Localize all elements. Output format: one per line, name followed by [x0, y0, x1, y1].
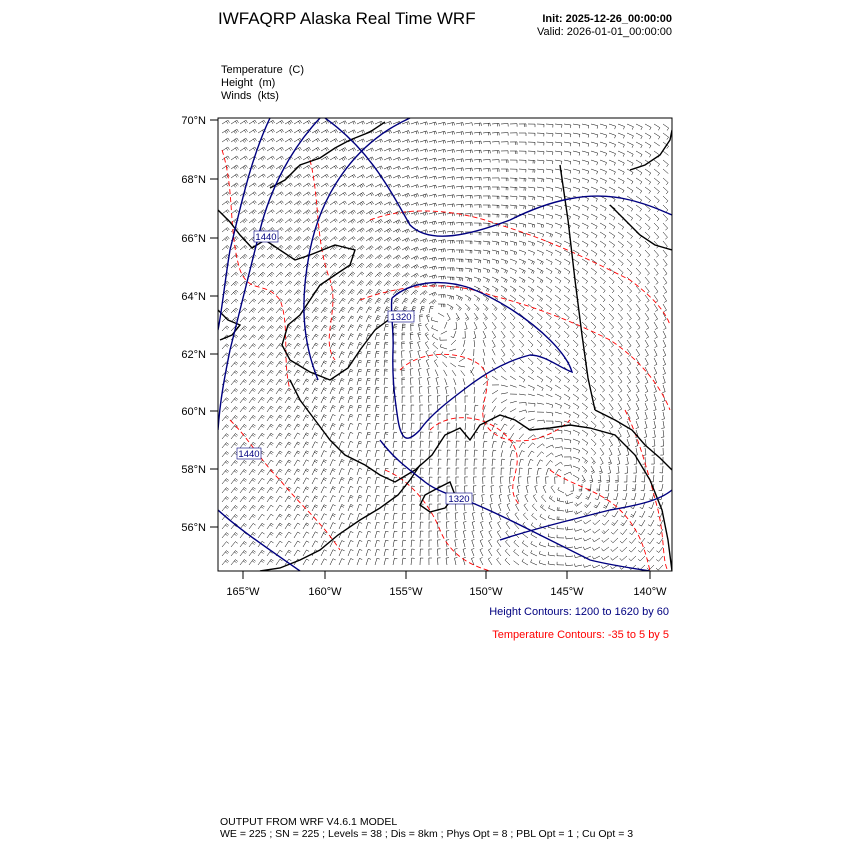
- variable-temperature: Temperature (C): [221, 64, 305, 76]
- variable-height: Height (m): [221, 77, 276, 89]
- plot-title: IWFAQRP Alaska Real Time WRF: [218, 9, 476, 28]
- variable-list: [221, 64, 304, 103]
- weather-map: [170, 110, 690, 595]
- init-valid-block: [537, 13, 672, 39]
- init-time: Init: 2025-12-26_00:00:00: [542, 13, 672, 25]
- valid-time: Valid: 2026-01-01_00:00:00: [537, 26, 672, 38]
- variable-winds: Winds (kts): [221, 90, 279, 102]
